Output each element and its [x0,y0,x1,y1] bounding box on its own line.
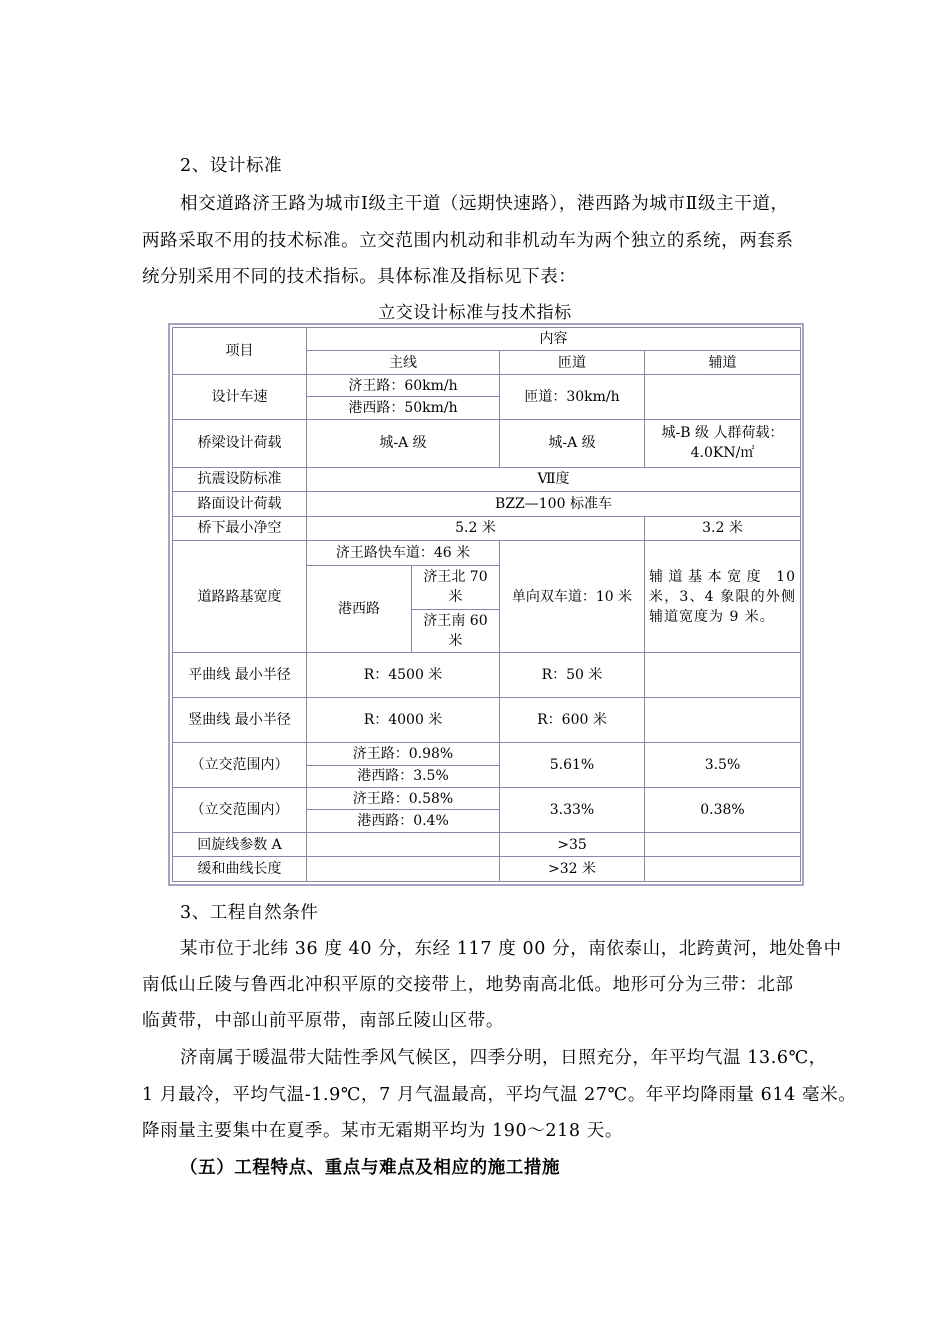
row-label-design-speed: 设计车速 [173,374,307,419]
cell-bridge-load-aux: 城-B 级 人群荷载：4.0KN/㎡ [645,419,801,467]
cell-clearance-aux: 3.2 米 [645,516,801,540]
section-3-para2-line-2: 1 月最冷，平均气温-1.9℃，7 月气温最高，平均气温 27℃。年平均降雨量 614 毫米。 [142,1085,857,1105]
cell-vcurve-main: R：4000 米 [307,698,500,743]
cell-width-aux: 辅道基本宽度 10 米，3、4 象限的外侧辅道宽度为 9 米。 [645,541,801,653]
cell-bridge-load-main: 城-A 级 [307,419,500,467]
cell-vcurve-ramp: R：600 米 [500,698,645,743]
cell-spiral-aux [645,832,801,856]
cell-transition-aux [645,857,801,882]
cell-width-express: 济王路快车道：46 米 [307,541,500,565]
cell-width-gangxi: 港西路 [307,565,412,653]
cell-hcurve-main: R：4500 米 [307,653,500,698]
section-3-para2-line-3: 降雨量主要集中在夏季。某市无霜期平均为 190～218 天。 [142,1121,623,1141]
cell-grade2-ramp: 3.33% [500,788,645,833]
cell-spiral-ramp: >35 [500,832,645,856]
row-label-seismic: 抗震设防标准 [173,467,307,491]
header-item: 项目 [173,328,307,375]
row-label-grade-2: （立交范围内） [173,788,307,833]
row-label-pavement-load: 路面设计荷载 [173,492,307,516]
row-label-spiral: 回旋线参数 A [173,832,307,856]
cell-clearance-main: 5.2 米 [307,516,645,540]
cell-grade1-main-2: 港西路：3.5% [307,765,500,787]
section-3-heading: 3、工程自然条件 [180,903,319,923]
cell-grade2-main-2: 港西路：0.4% [307,810,500,832]
row-label-road-width: 道路路基宽度 [173,541,307,653]
cell-speed-main-1: 济王路：60km/h [307,374,500,396]
cell-width-ramp: 单向双车道：10 米 [500,541,645,653]
cell-spiral-main [307,832,500,856]
cell-bridge-load-ramp: 城-A 级 [500,419,645,467]
header-ramp: 匝道 [500,351,645,374]
row-label-horizontal-curve: 平曲线 最小半径 [173,653,307,698]
row-label-clearance: 桥下最小净空 [173,516,307,540]
cell-width-north: 济王北 70 米 [412,565,500,609]
cell-grade1-aux: 3.5% [645,743,801,788]
standards-table [168,323,804,886]
section-3-para2-line-1: 济南属于暖温带大陆性季风气候区，四季分明，日照充分，年平均气温 13.6℃， [180,1048,827,1068]
table-caption: 立交设计标准与技术指标 [378,303,572,323]
section-3-para1-line-3: 临黄带，中部山前平原带，南部丘陵山区带。 [142,1011,504,1031]
section-3-para1-line-1: 某市位于北纬 36 度 40 分，东经 117 度 00 分，南依泰山，北跨黄河，地处鲁中 [180,939,842,959]
cell-hcurve-aux [645,653,801,698]
section-2-paragraph-line-3: 统分别采用不同的技术指标。具体标准及指标见下表： [142,267,577,287]
cell-grade1-main-1: 济王路：0.98% [307,743,500,765]
cell-transition-main [307,857,500,882]
cell-vcurve-aux [645,698,801,743]
cell-speed-main-2: 港西路：50km/h [307,397,500,419]
cell-grade1-ramp: 5.61% [500,743,645,788]
cell-speed-ramp: 匝道：30km/h [500,374,645,419]
cell-transition-ramp: >32 米 [500,857,645,882]
row-label-transition: 缓和曲线长度 [173,857,307,882]
cell-width-south: 济王南 60 米 [412,609,500,653]
row-label-bridge-load: 桥梁设计荷载 [173,419,307,467]
header-aux-road: 辅道 [645,351,801,374]
cell-seismic: Ⅶ度 [307,467,801,491]
section-2-paragraph-line-2: 两路采取不用的技术标准。立交范围内机动和非机动车为两个独立的系统，两套系 [142,231,794,251]
section-2-paragraph-line-1: 相交道路济王路为城市Ⅰ级主干道（远期快速路），港西路为城市Ⅱ级主干道， [180,194,789,214]
cell-grade2-main-1: 济王路：0.58% [307,788,500,810]
cell-hcurve-ramp: R：50 米 [500,653,645,698]
cell-speed-aux [645,374,801,419]
cell-grade2-aux: 0.38% [645,788,801,833]
header-content: 内容 [307,328,801,351]
row-label-vertical-curve: 竖曲线 最小半径 [173,698,307,743]
header-main-line: 主线 [307,351,500,374]
cell-pavement-load: BZZ—100 标准车 [307,492,801,516]
section-3-para1-line-2: 南低山丘陵与鲁西北冲积平原的交接带上，地势南高北低。地形可分为三带：北部 [142,975,794,995]
row-label-grade-1: （立交范围内） [173,743,307,788]
section-2-heading: 2、设计标准 [180,156,283,176]
section-5-heading: （五）工程特点、重点与难点及相应的施工措施 [180,1158,561,1178]
